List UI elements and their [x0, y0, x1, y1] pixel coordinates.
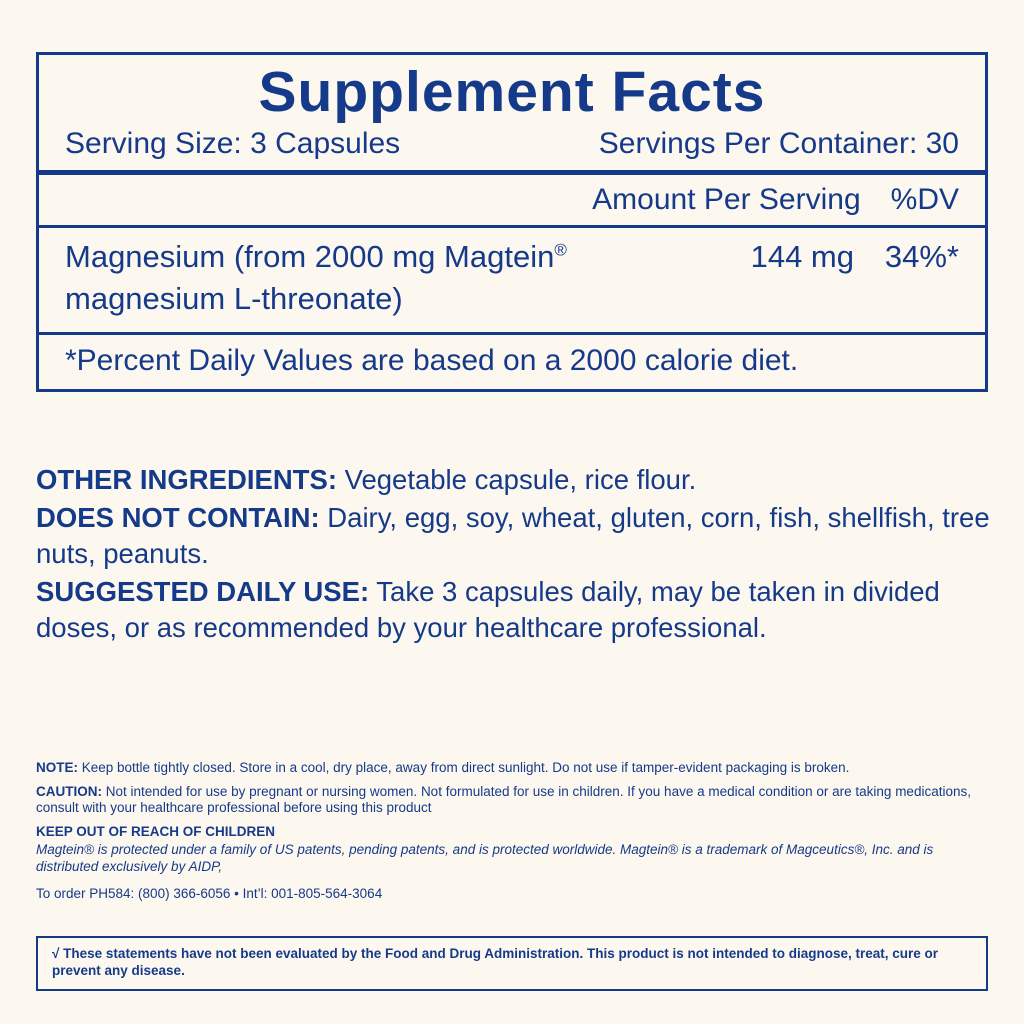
nutrient-name: [65, 236, 745, 320]
amount-per-serving-header: Amount Per Serving: [592, 183, 861, 217]
does-not-contain-line: [36, 500, 996, 573]
nutrient-row-magnesium: [39, 228, 985, 332]
caution-line: [36, 784, 988, 817]
note-line: [36, 760, 988, 777]
nutrient-name-line2: magnesium L-threonate): [65, 281, 403, 317]
serving-size: Serving Size: 3 Capsules: [65, 126, 401, 160]
nutrient-values: [734, 236, 959, 278]
supplement-facts-panel: [36, 52, 988, 392]
does-not-contain-label: DOES NOT CONTAIN:: [36, 501, 320, 533]
caution-label: CAUTION:: [36, 783, 102, 799]
other-ingredients-line: [36, 462, 996, 499]
registered-trademark-icon: ®: [554, 241, 567, 261]
trademark-text: Magtein® is protected under a family of US patents, pending patents, and is protected worldwide. Magtein® is a trademark of Magceutics®, Inc. and is distributed exclusively by AIDP,: [36, 842, 934, 874]
suggested-use-line: [36, 574, 996, 647]
nutrient-name-line1: Magnesium (from 2000 mg Magtein: [65, 239, 555, 275]
ingredients-block: [36, 462, 996, 648]
serving-info-row: [39, 125, 985, 171]
does-not-contain-text: Dairy, egg, soy, wheat, gluten, corn, fish, shellfish, tree nuts, peanuts.: [36, 501, 990, 570]
suggested-use-text: Take 3 capsules daily, may be taken in divided doses, or as recommended by your healthcare professional.: [36, 575, 940, 644]
servings-per-container: Servings Per Container: 30: [598, 126, 959, 160]
fda-disclaimer-box: √ These statements have not been evaluated by the Food and Drug Administration. This product is not intended to diagnose, treat, cure or prevent any disease.: [36, 936, 988, 991]
supplement-facts-title: Supplement Facts: [258, 60, 766, 124]
order-contact-text: To order PH584: (800) 366-6056 • Int’l: 001-805-564-3064: [36, 885, 383, 901]
nutrient-daily-value: 34%*: [884, 239, 959, 275]
caution-text: Not intended for use by pregnant or nursing women. Not formulated for use in children. If you have a medical condition or are taking medications, consult with your healthcare professional before using this product: [36, 783, 971, 816]
amount-header-row: [39, 175, 985, 225]
daily-value-header: %DV: [890, 183, 959, 217]
daily-value-footnote: *Percent Daily Values are based on a 2000 calorie diet.: [65, 344, 799, 378]
other-ingredients-text: Vegetable capsule, rice flour.: [336, 464, 697, 495]
other-ingredients-label: OTHER INGREDIENTS:: [36, 464, 337, 495]
keep-out-of-reach-text: KEEP OUT OF REACH OF CHILDREN: [36, 823, 276, 839]
suggested-use-label: SUGGESTED DAILY USE:: [36, 575, 370, 607]
note-label: NOTE:: [36, 760, 78, 775]
nutrient-amount: 144 mg: [750, 239, 854, 275]
fineprint-block: [36, 760, 988, 909]
note-text: Keep bottle tightly closed. Store in a cool, dry place, away from direct sunlight. Do not use if tamper-evident packaging is broken.: [78, 760, 850, 775]
